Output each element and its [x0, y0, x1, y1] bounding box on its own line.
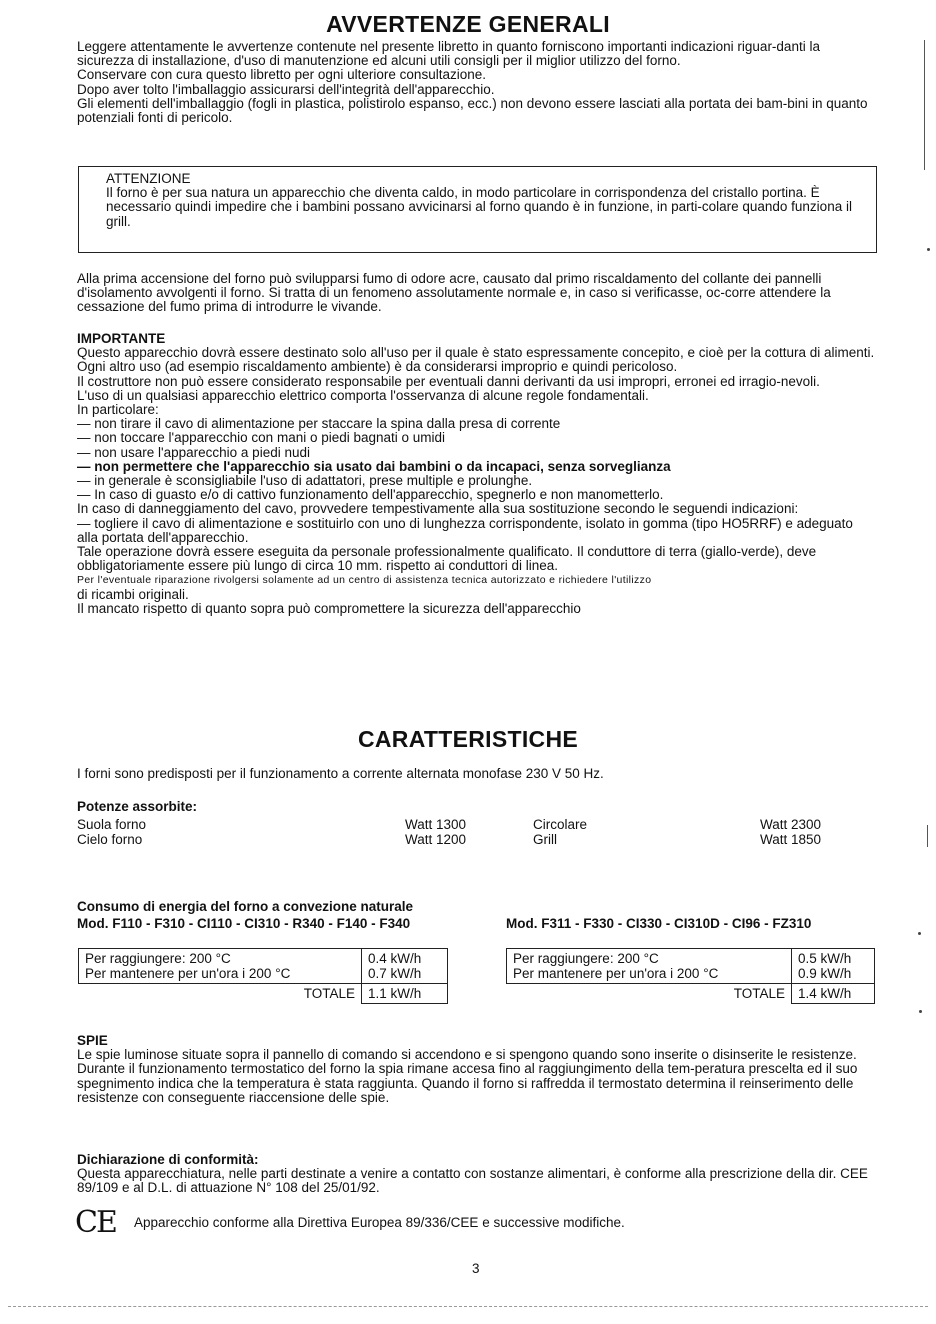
general-warnings-title: AVVERTENZE GENERALI — [326, 11, 610, 37]
attention-heading: ATTENZIONE — [106, 171, 191, 186]
features-intro: I forni sono predisposti per il funzionamento a corrente alternata monofase 230 V 50 Hz. — [77, 766, 604, 781]
general-warnings-section — [77, 40, 875, 125]
conformity-heading: Dichiarazione di conformità: — [77, 1152, 259, 1167]
important-paragraph-9a: Per l'eventuale riparazione rivolgersi solamente ad un centro di assistenza tecnica autorizzato e richiedere l'utilizzo — [77, 574, 652, 587]
conformity-section — [77, 1153, 875, 1196]
model-list-left: Mod. F110 - F310 - CI110 - CI310 - R340 - F140 - F340 — [77, 916, 411, 931]
rule-item: — non toccare l'apparecchio con mani o piedi bagnati o umidi — [77, 430, 446, 446]
energy-table-left — [78, 948, 448, 1004]
power-value-bottom-element: Watt 1300 — [405, 817, 467, 832]
energy-total-value: 1.1 kW/h — [362, 984, 448, 1004]
general-paragraph-3: Dopo aver tolto l'imballaggio assicurarsi dell'integrità dell'apparecchio. — [77, 81, 495, 97]
power-heading: Potenze assorbite: — [77, 799, 198, 814]
important-heading: IMPORTANTE — [77, 331, 166, 346]
energy-row-keep-label: Per mantenere per un'ora i 200 °C — [513, 966, 719, 981]
energy-row-keep-value: 0.9 kW/h — [798, 966, 852, 981]
ce-mark: CE — [75, 1205, 116, 1240]
energy-heading: Consumo di energia del forno a convezione naturale — [77, 899, 414, 914]
energy-row-reach-value: 0.5 kW/h — [798, 951, 852, 966]
power-value-grill: Watt 1850 — [760, 832, 822, 847]
scan-edge-mark — [924, 40, 925, 170]
power-value-top-element: Watt 1200 — [405, 832, 467, 847]
indicator-lights-section — [77, 1034, 875, 1105]
scan-dot — [919, 1010, 922, 1013]
energy-row-reach-label: Per raggiungere: 200 °C — [85, 951, 231, 966]
attention-box — [78, 166, 877, 253]
energy-total-label: TOTALE — [507, 984, 792, 1004]
attention-text: Il forno è per sua natura un apparecchio che diventa caldo, in modo particolare in corrispondenza del cristallo portina. È necessario quindi impedire che i bambini possano avvicinarsi al forno quando è in funzione, in parti-colare quando funziona il grill. — [106, 185, 852, 229]
general-paragraph-4: Gli elementi dell'imballaggio (fogli in plastica, polistirolo espanso, ecc.) non devono essere lasciati alla portata dei bam-bini in quanto potenziali fonti di pericolo. — [77, 95, 868, 126]
scan-dot — [927, 248, 930, 251]
page-number: 3 — [472, 1261, 480, 1276]
rule-item: — In caso di guasto e/o di cattivo funzionamento dell'apparecchio, spegnerlo e non manometterlo. — [77, 487, 664, 503]
energy-total-value: 1.4 kW/h — [792, 984, 875, 1004]
scan-edge-line — [8, 1306, 928, 1307]
energy-row-reach-value: 0.4 kW/h — [368, 951, 422, 966]
conformity-text: Questa apparecchiatura, nelle parti destinate a venire a contatto con sostanze alimentari, è conforme alla prescrizione della dir. CEE 89/109 e al D.L. di attuazione N° 108 del 25/01/92. — [77, 1166, 868, 1196]
general-paragraph-1: Leggere attentamente le avvertenze contenute nel presente libretto in quanto forniscono importanti indicazioni riguar-danti la sicurezza di installazione, d'uso di manutenzione ed alcuni utili consigli per il miglior utilizzo del forno. — [77, 39, 820, 69]
energy-row-reach-label: Per raggiungere: 200 °C — [513, 951, 659, 966]
important-paragraph-1: Questo apparecchio dovrà essere destinato solo all'uso per il quale è stato espressamente concepito, e cioè per la cottura di alimenti. — [77, 345, 875, 361]
general-paragraph-2: Conservare con cura questo libretto per ogni ulteriore consultazione. — [77, 67, 486, 83]
important-paragraph-3: Il costruttore non può essere considerato responsabile per eventuali danni derivanti da usi impropri, erronei ed irragio-nevoli. — [77, 373, 820, 389]
scan-edge-mark — [927, 825, 928, 847]
important-paragraph-2: Ogni altro uso (ad esempio riscaldamento ambiente) è da considerarsi improprio e quindi pericoloso. — [77, 359, 678, 375]
rule-item: — non usare l'apparecchio a piedi nudi — [77, 444, 310, 460]
energy-row-keep-label: Per mantenere per un'ora i 200 °C — [85, 966, 291, 981]
important-paragraph-5: In particolare: — [77, 402, 159, 418]
ce-declaration-text: Apparecchio conforme alla Direttiva Europea 89/336/CEE e successive modifiche. — [134, 1215, 625, 1230]
important-paragraph-8: Tale operazione dovrà essere eseguita da personale professionalmente qualificato. Il conduttore di terra (giallo-verde), deve obbligatoriamente essere più lungo di circa 10 mm. rispetto ai conduttori di linea. — [77, 544, 817, 574]
features-title: CARATTERISTICHE — [357, 726, 578, 752]
important-paragraph-7: — togliere il cavo di alimentazione e sostituirlo con uno di lunghezza corrispondente, isolato in gomma (tipo HO5RRF) e adeguato alla portata dell'apparecchio. — [77, 515, 853, 545]
rule-item-children: — non permettere che l'apparecchio sia usato dai bambini o da incapaci, senza sorveglianza — [77, 458, 671, 474]
important-paragraph-4: L'uso di un qualsiasi apparecchio elettrico comporta l'osservanza di alcune regole fondamentali. — [77, 387, 649, 403]
power-name-bottom-element: Suola forno — [77, 817, 147, 832]
energy-table-right — [506, 948, 875, 1004]
power-name-grill: Grill — [533, 832, 557, 847]
important-paragraph-10: Il mancato rispetto di quanto sopra può compromettere la sicurezza dell'apparecchio — [77, 600, 581, 616]
model-list-right: Mod. F311 - F330 - CI330 - CI310D - CI96 - FZ310 — [506, 916, 812, 931]
power-name-top-element: Cielo forno — [77, 832, 143, 847]
first-use-paragraph: Alla prima accensione del forno può svilupparsi fumo di odore acre, causato dal primo riscaldamento del collante dei pannelli d'isolamento avvolgenti il forno. Si tratta di un fenomeno assolutamente normale e, in caso si verificasse, oc-corre attendere la cessazione del fumo prima di introdurre le vivande. — [77, 271, 831, 315]
rule-item: — non tirare il cavo di alimentazione per staccare la spina dalla presa di corrente — [77, 416, 561, 432]
important-paragraph-9b: di ricambi originali. — [77, 586, 189, 602]
important-section — [77, 332, 875, 616]
energy-row-keep-value: 0.7 kW/h — [368, 966, 422, 981]
power-value-circular: Watt 2300 — [760, 817, 822, 832]
rule-item: — in generale è sconsigliabile l'uso di adattatori, prese multiple e prolunghe. — [77, 473, 533, 489]
indicator-lights-text: Le spie luminose situate sopra il pannello di comando si accendono e si spengono quando sono inserite o disinserite le resistenze. Durante il funzionamento termostatico del forno la spia rimane accesa fino al raggiungimento della tem-peratura prescelta ed il suo spegnimento indica che la temperatura è stata raggiunta. Quando il forno si raffredda il termostato determina il reinserimento delle resistenze con conseguente riaccensione delle spie. — [77, 1047, 858, 1105]
energy-total-label: TOTALE — [79, 984, 362, 1004]
scan-dot — [918, 932, 921, 935]
important-paragraph-6: In caso di danneggiamento del cavo, provvedere tempestivamente alla sua sostituzione secondo le seguendi indicazioni: — [77, 501, 799, 517]
power-name-circular: Circolare — [533, 817, 588, 832]
indicator-lights-heading: SPIE — [77, 1033, 108, 1048]
